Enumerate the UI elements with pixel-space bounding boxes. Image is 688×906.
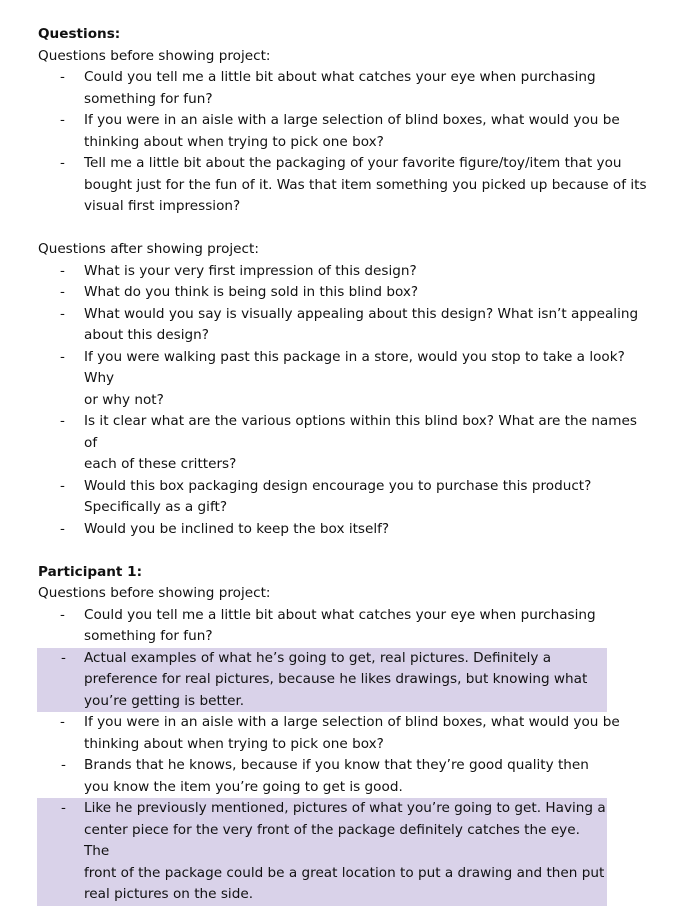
list-item bbox=[38, 411, 654, 476]
list-item-line: Would you be inclined to keep the box itself? bbox=[84, 520, 390, 537]
answer-item-highlighted bbox=[37, 648, 607, 713]
list-item bbox=[38, 476, 654, 519]
list-item-line: If you were walking past this package in a store, would you stop to take a look? Why bbox=[84, 348, 625, 386]
list-item-line: What do you think is being sold in this blind box? bbox=[84, 284, 419, 300]
list-item-line: What is your very first impression of this design? bbox=[84, 262, 417, 279]
answer-list bbox=[61, 755, 654, 906]
answer-line: Actual examples of what he’s going to get, real pictures. Definitely a bbox=[84, 649, 552, 666]
bullet-dash: - bbox=[61, 757, 66, 773]
list-item bbox=[38, 304, 654, 347]
answer-line: Like he previously mentioned, pictures of what you’re going to get. Having a bbox=[84, 800, 606, 816]
bullet-dash: - bbox=[60, 305, 65, 322]
list-item-line: thinking about when trying to pick one box? bbox=[84, 133, 384, 150]
list-item bbox=[38, 282, 654, 304]
bullet-dash: - bbox=[60, 262, 65, 279]
list-item-line: Tell me a little bit about the packaging of your favorite figure/toy/item that you bbox=[84, 155, 622, 171]
bullet-dash: - bbox=[60, 413, 65, 429]
list-item-line: Is it clear what are the various options within this blind box? What are the names of bbox=[84, 413, 637, 451]
list-item-line: or why not? bbox=[84, 391, 164, 408]
list-item bbox=[38, 712, 654, 906]
participant-1-before-label: Questions before showing project: bbox=[38, 585, 271, 601]
participant-1-list bbox=[38, 605, 658, 906]
list-item-line: Could you tell me a little bit about what catches your eye when purchasing bbox=[84, 606, 596, 623]
list-item-line: Would this box packaging design encourage you to purchase this product? bbox=[84, 477, 592, 494]
spacer bbox=[38, 218, 658, 240]
list-item bbox=[38, 110, 654, 153]
list-item-line: If you were in an aisle with a large selection of blind boxes, what would you be bbox=[84, 714, 620, 730]
questions-before-list bbox=[38, 67, 658, 218]
answer-list bbox=[61, 648, 654, 713]
bullet-dash: - bbox=[60, 520, 65, 537]
participant-1-heading: Participant 1: bbox=[38, 563, 143, 580]
bullet-dash: - bbox=[60, 112, 65, 128]
bullet-dash: - bbox=[60, 284, 65, 300]
bullet-dash: - bbox=[60, 477, 65, 494]
answer-line: you’re getting is better. bbox=[84, 692, 245, 709]
questions-heading: Questions: bbox=[38, 26, 121, 42]
list-item bbox=[38, 153, 654, 218]
bullet-dash: - bbox=[61, 648, 66, 670]
list-item bbox=[38, 605, 654, 713]
list-item-line: something for fun? bbox=[84, 90, 213, 107]
bullet-dash: - bbox=[60, 606, 65, 623]
list-item-line: thinking about when trying to pick one box? bbox=[84, 735, 384, 752]
answer-line: preference for real pictures, because he likes drawings, but knowing what bbox=[84, 671, 588, 687]
list-item-line: Specifically as a gift? bbox=[84, 499, 228, 515]
list-item-line: each of these critters? bbox=[84, 456, 237, 472]
list-item-line: If you were in an aisle with a large selection of blind boxes, what would you be bbox=[84, 112, 620, 128]
answer-line: real pictures on the side. bbox=[84, 886, 254, 902]
list-item-line: about this design? bbox=[84, 327, 209, 343]
bullet-dash: - bbox=[60, 348, 65, 365]
list-item-line: visual first impression? bbox=[84, 198, 241, 214]
answer-item bbox=[37, 755, 607, 798]
list-item bbox=[38, 67, 654, 110]
answer-line: front of the package could be a great location to put a drawing and then put bbox=[84, 864, 605, 881]
questions-after-list bbox=[38, 261, 658, 541]
questions-before-label: Questions before showing project: bbox=[38, 47, 271, 64]
list-item-line: Could you tell me a little bit about what catches your eye when purchasing bbox=[84, 69, 596, 85]
list-item-line: What would you say is visually appealing about this design? What isn’t appealing bbox=[84, 305, 639, 322]
questions-after-label: Questions after showing project: bbox=[38, 241, 259, 257]
answer-line: you know the item you’re going to get is good. bbox=[84, 778, 403, 795]
bullet-dash: - bbox=[60, 714, 65, 730]
list-item-line: bought just for the fun of it. Was that item something you picked up because of its bbox=[84, 176, 647, 193]
list-item-line: something for fun? bbox=[84, 628, 213, 644]
list-item bbox=[38, 261, 654, 283]
answer-line: center piece for the very front of the package definitely catches the eye. The bbox=[84, 821, 580, 859]
answer-item-highlighted bbox=[37, 798, 607, 906]
spacer bbox=[38, 540, 658, 562]
bullet-dash: - bbox=[60, 69, 65, 85]
answer-line: Brands that he knows, because if you know that they’re good quality then bbox=[84, 757, 589, 773]
list-item bbox=[38, 519, 654, 541]
bullet-dash: - bbox=[61, 798, 66, 820]
list-item bbox=[38, 347, 654, 412]
bullet-dash: - bbox=[60, 155, 65, 171]
